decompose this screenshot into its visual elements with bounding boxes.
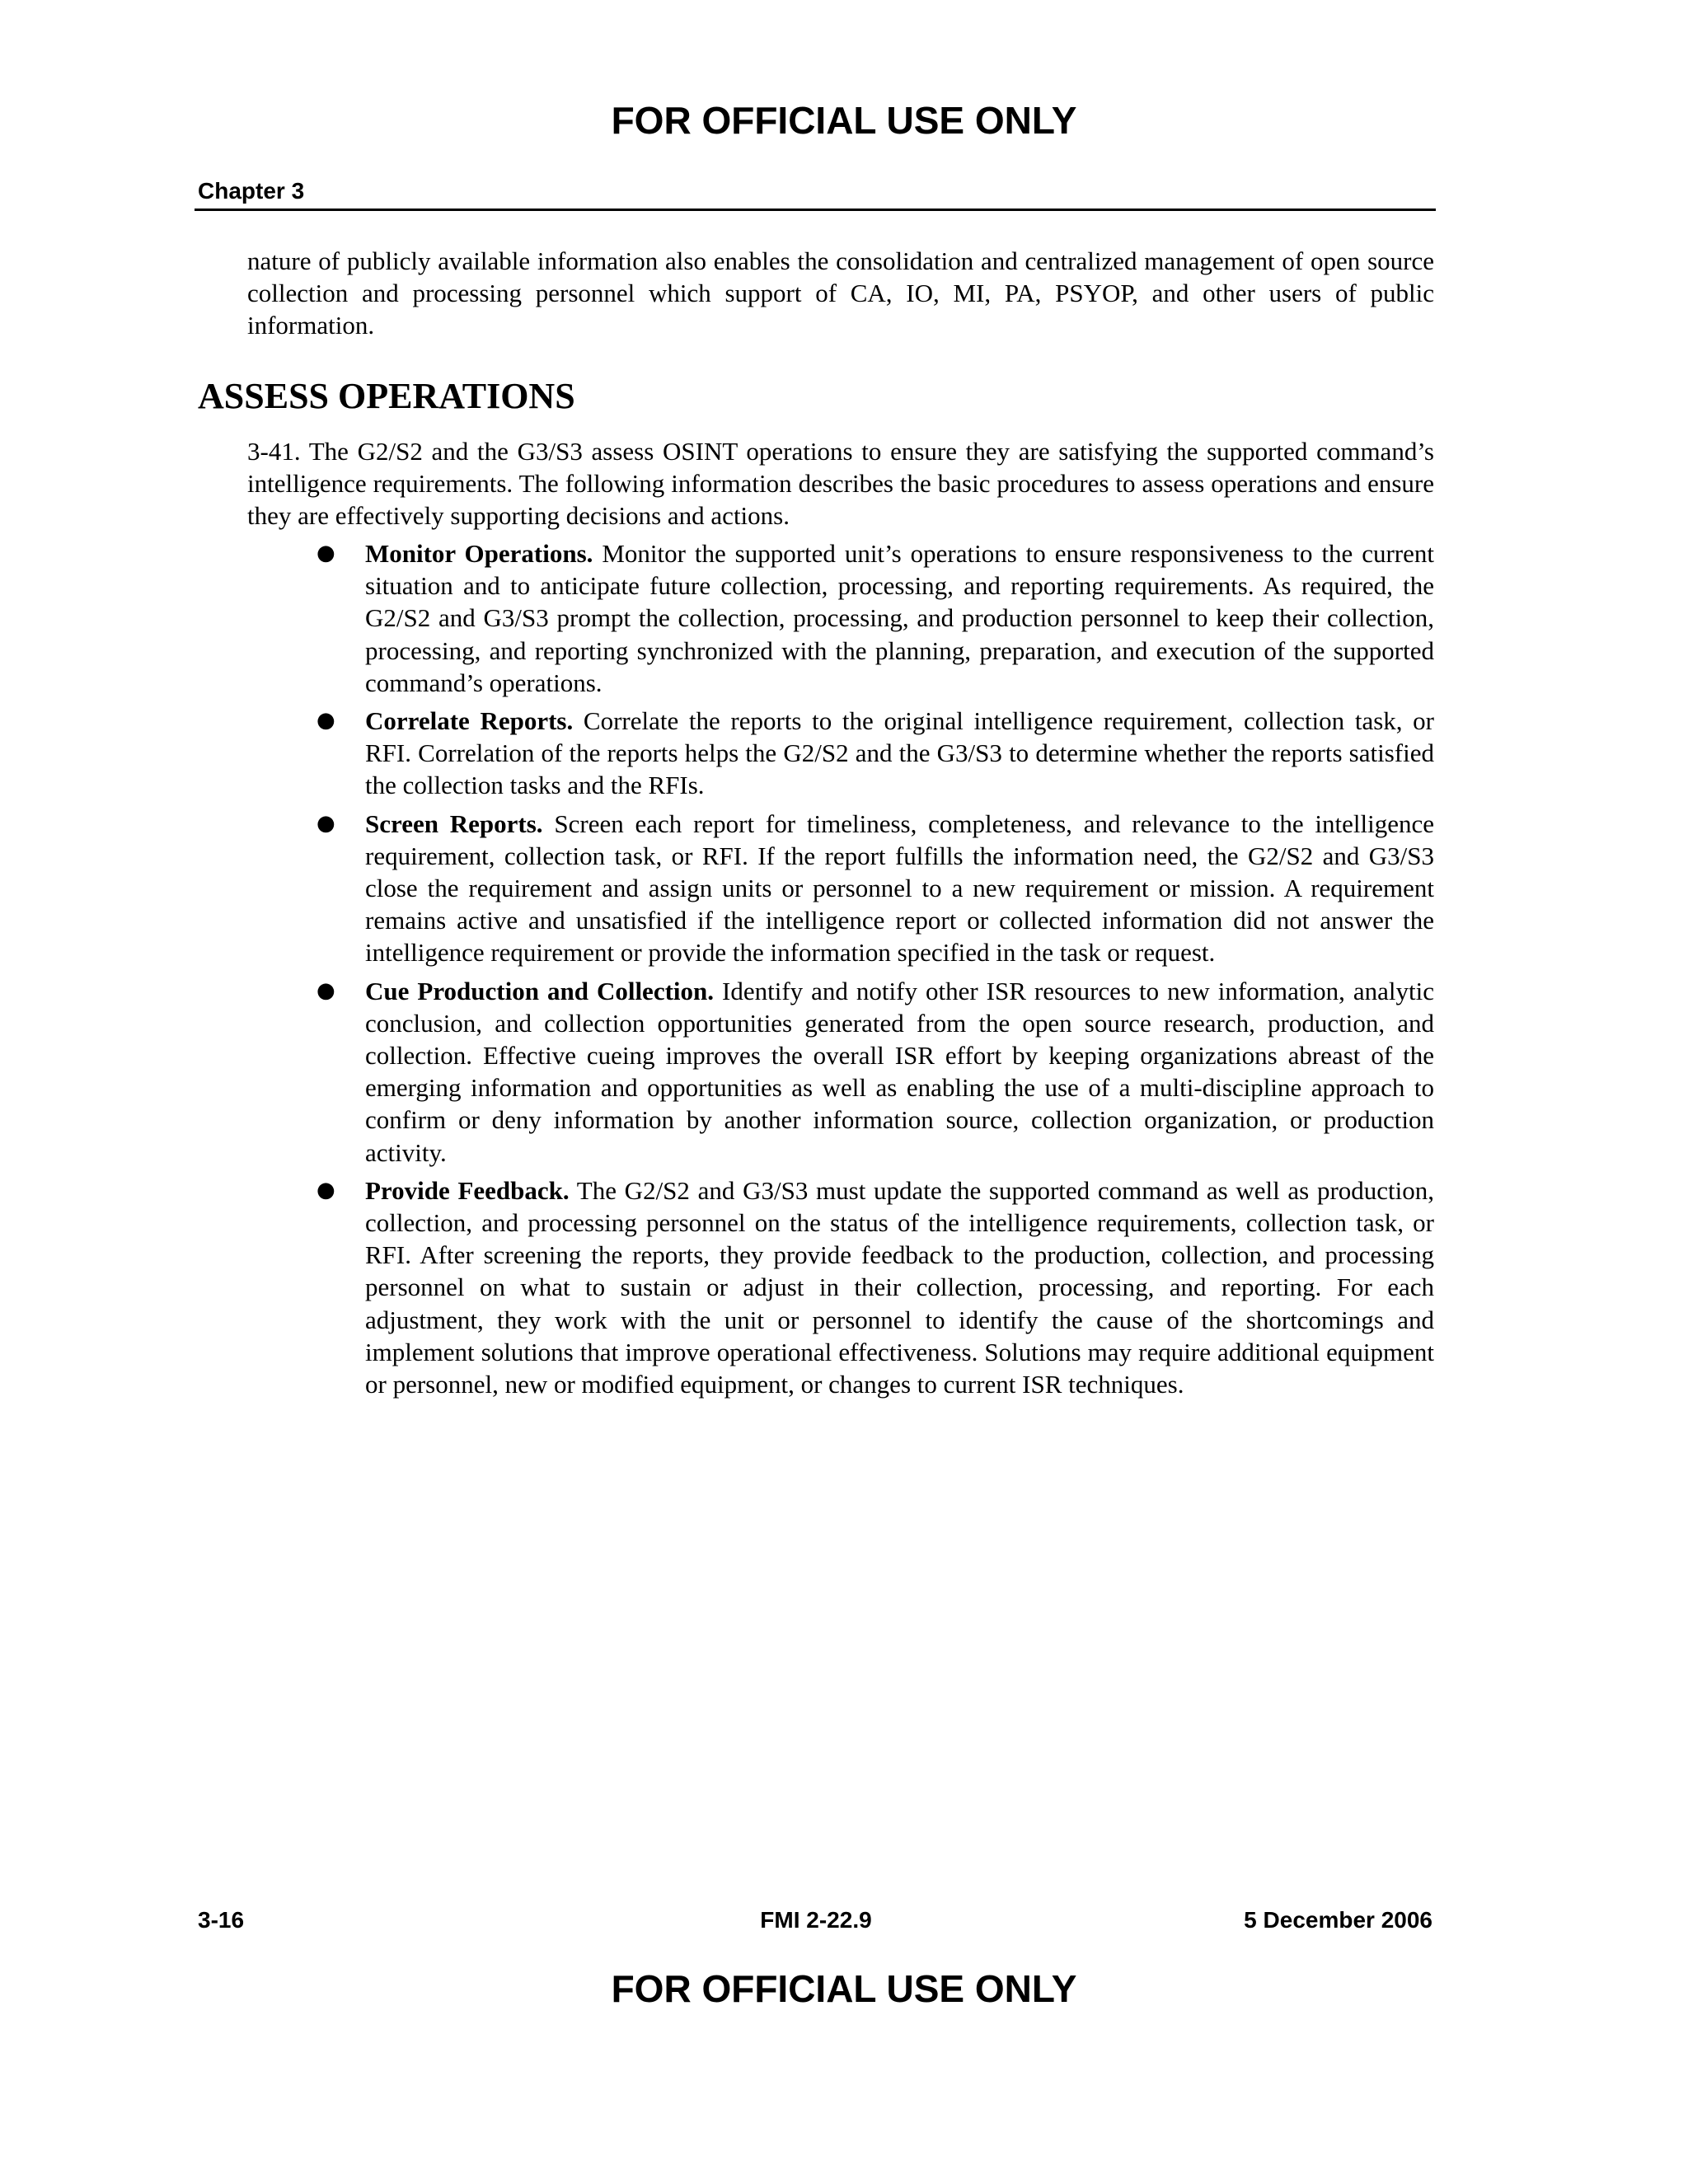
bullet-icon: ●: [316, 977, 335, 1003]
bullet-correlate-reports: [247, 705, 1434, 802]
bullet-title: Monitor Operations.: [365, 539, 593, 568]
chapter-label: Chapter 3: [198, 178, 305, 204]
bullet-title: Cue Production and Collection.: [365, 976, 715, 1005]
intro-paragraph: nature of publicly available information also enables the consolidation and centralized management of open source collection and processing personnel which support of CA, IO, MI, PA, PSYOP, and other users of public information.: [247, 246, 1434, 340]
bullet-title: Provide Feedback.: [365, 1175, 570, 1205]
bullet-provide-feedback: [247, 1174, 1434, 1400]
bullet-text: The G2/S2 and G3/S3 must update the supported command as well as production, collection, and processing personnel on the status of the intelligence requirements, collection task, or RFI. After screening the reports, they provide feedback to the production, collection, and processing personnel on what to sustain or adjust in their collection, processing, and reporting. For each adjustment, they work with the unit or personnel to identify the cause of the shortcomings and implement solutions that improve operational effectiveness. Solutions may require additional equipment or personnel, new or modified equipment, or changes to current ISR techniques.: [365, 1175, 1435, 1399]
footer-date: 5 December 2006: [1244, 1907, 1432, 1933]
bullet-screen-reports: [247, 808, 1434, 969]
bullet-text: Correlate the reports to the original intelligence requirement, collection task, or RFI. Correlation of the reports helps the G2/S2 and the G3/S3 to determine whether the reports satisfied the collection tasks and the RFIs.: [365, 706, 1434, 800]
section-heading: ASSESS OPERATIONS: [198, 376, 575, 416]
paragraph-3-41: 3-41. The G2/S2 and the G3/S3 assess OSINT operations to ensure they are satisfying the supported command’s intelligence requirements. The following information describes the basic procedures to assess operations and ensure they are effectively supporting decisions and actions.: [247, 437, 1434, 531]
bullet-text: Screen each report for timeliness, completeness, and relevance to the intelligence requirement, collection task, or RFI. If the report fulfills the information need, the G2/S2 and G3/S3 close the requirement and assign units or personnel to a new requirement or mission. A requirement remains active and unsatisfied if the intelligence report or collected information did not answer the intelligence requirement or provide the information specified in the task or request.: [365, 808, 1435, 968]
bullet-monitor-operations: [247, 537, 1434, 699]
assessment-bullet-list: [247, 537, 1434, 1406]
bullet-cue-production: [247, 975, 1434, 1169]
classification-marking-top: FOR OFFICIAL USE ONLY: [611, 99, 1077, 142]
header-divider: [195, 209, 1436, 211]
bullet-title: Correlate Reports.: [365, 706, 574, 736]
footer-page-number: 3-16: [198, 1907, 245, 1933]
bullet-text: Monitor the supported unit’s operations to ensure responsiveness to the current situation and to anticipate future collection, processing, and reporting requirements. As required, the G2/S2 and G3/S3 prompt the collection, processing, and production personnel to keep their collection, processing, and reporting synchronized with the planning, preparation, and execution of the supported command’s operations.: [365, 539, 1435, 697]
bullet-icon: ●: [316, 810, 335, 836]
classification-marking-bottom: FOR OFFICIAL USE ONLY: [611, 1967, 1077, 2010]
bullet-title: Screen Reports.: [365, 808, 543, 838]
bullet-icon: ●: [316, 1177, 335, 1202]
bullet-icon: ●: [316, 708, 335, 733]
footer-publication: FMI 2-22.9: [760, 1907, 872, 1933]
bullet-text: Identify and notify other ISR resources to new information, analytic conclusion, and collection opportunities generated from the open source research, production, and collection. Effective cueing improves the overall ISR effort by keeping organizations abreast of the emerging information and opportunities as well as enabling the use of a multi-discipline approach to confirm or deny information by another information source, collection organization, or production activity.: [365, 976, 1434, 1167]
bullet-icon: ●: [316, 541, 335, 565]
